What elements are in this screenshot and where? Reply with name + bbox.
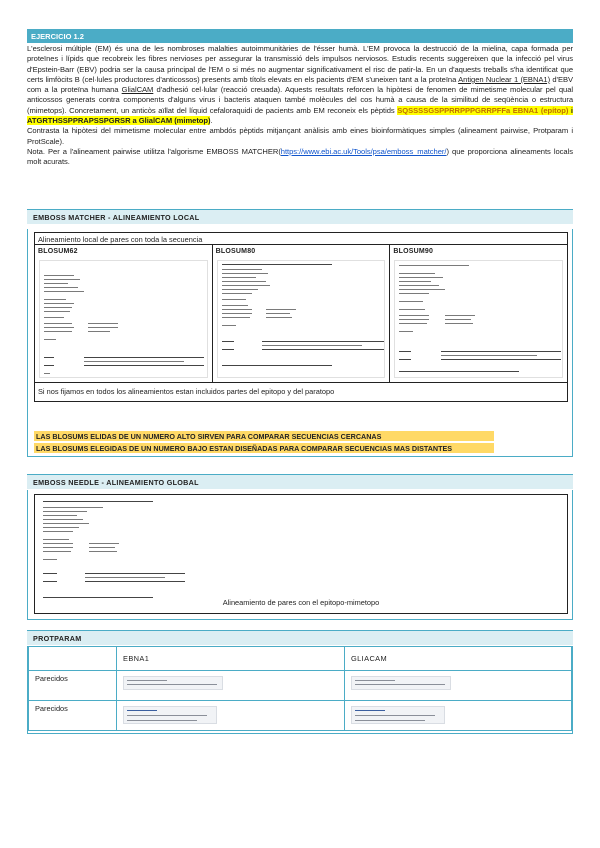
ebna1-result-2 [117,701,345,731]
alignment-screenshot [394,260,563,378]
paragraph-text: d'adhesió cel·lular (reacció creuada). Aquests resultats reforcen la hipòtesi de fenomen de mimetisme molecular pel qual anticossos generats contra components d'alguns virus i bacteris ataquen també molècules del cos humà a causa de la similitud de seqüència o estructura (mimetops). Concretament, un anticòs aïllat del líquid cefaloraquidi de pacients amb EM reconeix els pèptids [27,85,573,115]
matcher-section [27,229,573,457]
needle-alignment-screenshot [41,499,201,603]
needle-section-header: EMBOSS NEEDLE - ALINEAMIENTO GLOBAL [27,474,573,489]
column-header: BLOSUM62 [38,248,78,255]
protparam-screenshot [123,706,217,724]
peptide-join: i [568,105,573,115]
ebna1-result-1 [117,671,345,701]
emboss-matcher-link[interactable]: https://www.ebi.ac.uk/Tools/psa/emboss_matcher/ [280,146,447,156]
peptide-ebna1: SQSSSSGSPPRRPPPGRRPFFa EBNA1 (epítop) [397,105,569,115]
exercise-paragraph-1 [27,44,573,126]
alignment-screenshot [217,260,386,378]
ebna1-term: Antigen Nuclear 1 (EBNA1) [458,74,551,84]
column-header: BLOSUM90 [393,248,434,255]
protparam-header-row [29,647,572,671]
alignment-screenshot [39,260,208,378]
highlight-high-blosum: LAS BLOSUMS ELIDAS DE UN NUMERO ALTO SIRVEN PARA COMPARAR SECUENCIAS CERCANAS [34,431,494,441]
peptide-glialcam: ATGRTHSSPPRAPSSPGRSR a GlialCAM (mimetop) [27,116,211,126]
protparam-screenshot [351,676,451,690]
column-header: BLOSUM80 [215,248,256,255]
column-blosum80 [213,245,391,382]
protparam-row-1 [29,671,572,701]
gliacam-result-1 [345,671,572,701]
header-gliacam: GLIACAM [345,647,572,671]
protparam-screenshot [351,706,445,724]
highlight-low-blosum: LAS BLOSUMS ELEGIDAS DE UN NUMERO BAJO ESTAN DISEÑADAS PARA COMPARAR SECUENCIAS MAS DISTANTES [34,443,494,453]
protparam-row-2 [29,701,572,731]
paragraph-text: . [210,116,213,126]
needle-section [27,490,573,620]
note-text: Nota. Per a l'alineament pairwise utilitza l'algorisme EMBOSS MATCHER( [27,146,281,156]
exercise-paragraph-3 [27,147,573,168]
column-blosum62 [35,245,213,382]
header-ebna1: EBNA1 [117,647,345,671]
matcher-observation: Si nos fijamos en todos los alineamientos estan incluidos partes del epitopo y del paratopo [38,387,335,396]
needle-caption: Alineamiento de pares con el epitopo-mimetopo [222,598,380,607]
row-label: Parecidos [29,671,117,701]
note-text: ) que proporciona alineaments locals molt acurats. [27,146,573,167]
matcher-columns [35,245,567,383]
protparam-screenshot [123,676,223,690]
column-blosum90 [390,245,567,382]
protparam-section [27,646,573,734]
header-empty-cell [29,647,117,671]
row-label: Parecidos [29,701,117,731]
protparam-table [28,646,572,731]
needle-table [34,494,568,614]
exercise-title: EJERCICIO 1.2 [27,29,573,43]
paragraph-text: d'EBV com a la proteïna humana [27,74,573,95]
glialcam-term: GlialCAM [121,85,154,95]
paragraph-text: L'esclerosi múltiple (EM) és una de les nombroses malalties autoimmunitàries de l'ésser humà. L'EM provoca la destrucció de la mielina, capa formada per proteïnes i lípids que recobreix les fibres nervioses per assegurar la transmissió dels impulsos nerviosos. Estudis recents suggereixen que la infecció pel virus d'Epstein-Barr (EBV) podria ser la causa principal de l'EM o si més no augmentar significativament el risc de patir-la. En un d'aquests treballs s'ha identificat que certs limfòcits B (cel·lules productores d'anticossos) presents amb títols elevats en els pacients d'EM s'uneixen tant a la proteïna [27,44,573,84]
exercise-body [27,44,573,168]
matcher-table-title: Alineamiento local de pares con toda la secuencia [35,233,567,245]
protparam-section-header: PROTPARAM [27,630,573,645]
matcher-section-header: EMBOSS MATCHER - ALINEAMIENTO LOCAL [27,209,573,224]
exercise-paragraph-2: Contrasta la hipòtesi del mimetisme molecular entre ambdós pèptids mitjançant anàlisis amb eines bioinformàtiques simples (alineament pairwise, Protparam i ProtScale). [27,126,573,146]
gliacam-result-2 [345,701,572,731]
matcher-table [34,232,568,402]
